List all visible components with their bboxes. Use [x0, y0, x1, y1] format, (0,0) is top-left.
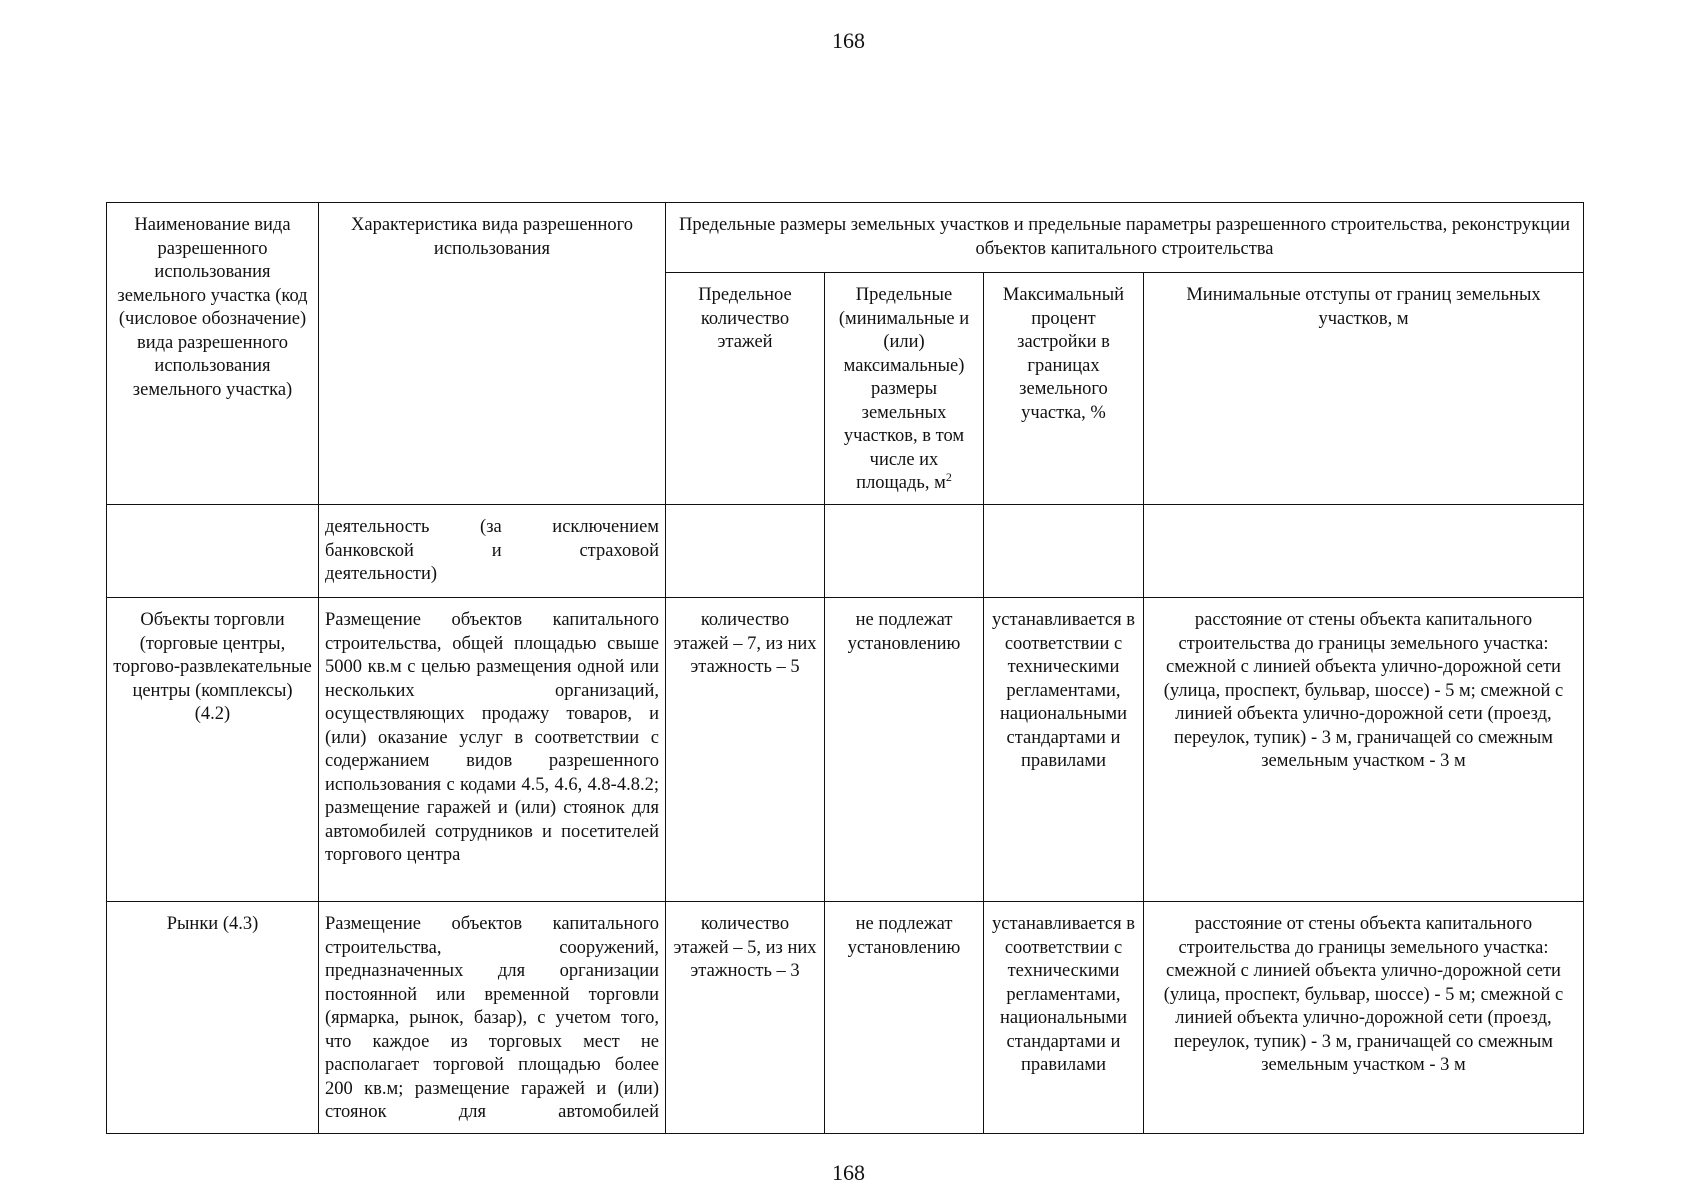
cell-use-name: Рынки (4.3): [107, 902, 319, 1134]
header-min-setbacks: Минимальные отступы от границ земельных участков, м: [1144, 273, 1584, 505]
cell-floors: количество этажей – 5, из них этажность – 3: [666, 902, 825, 1134]
cell-coverage: [984, 505, 1144, 598]
header-use-description: Характеристика вида разрешенного использования: [319, 203, 666, 505]
cell-use-description-justified: деятельность (за исключением банковской и страховой: [325, 517, 659, 561]
cell-use-name: Объекты торговли (торговые центры, торгово-развлекательные центры (комплексы) (4.2): [107, 598, 319, 902]
cell-floors: количество этажей – 7, из них этажность – 5: [666, 598, 825, 902]
cell-use-description-last: деятельности): [325, 564, 438, 584]
cell-plot-sizes: не подлежат установлению: [825, 598, 984, 902]
cell-use-description: Размещение объектов капитального строительства, общей площадью свыше 5000 кв.м с целью размещения одной или нескольких организаций, осуществляющих продажу товаров, и (или) оказание услуг в соответствии с содержанием видов разрешенного использования с кодами 4.5, 4.6, 4.8-4.8.2; размещение гаражей и (или) стоянок для автомобилей сотрудников и посетителей торгового центра: [319, 598, 666, 902]
table-row: [107, 505, 1584, 598]
cell-use-description: Размещение объектов капитального строительства, сооружений, предназначенных для организации постоянной или временной торговли (ярмарка, рынок, базар), с учетом того, что каждое из торговых мест не располагает торговой площадью более 200 кв.м; размещение гаражей и (или) стоянок для автомобилей: [319, 902, 666, 1134]
table-row: [107, 902, 1584, 1134]
cell-plot-sizes: [825, 505, 984, 598]
cell-setbacks: [1144, 505, 1584, 598]
land-use-regulations-table: [106, 202, 1584, 1134]
table-row: [107, 598, 1584, 902]
cell-use-description: [319, 505, 666, 598]
header-limits-group: Предельные размеры земельных участков и предельные параметры разрешенного строительства, реконструкции объектов капитального строительства: [666, 203, 1584, 273]
header-max-coverage: Максимальный процент застройки в границах земельного участка, %: [984, 273, 1144, 505]
cell-setbacks: расстояние от стены объекта капитального строительства до границы земельного участка: смежной с линией объекта улично-дорожной сети (улица, проспект, бульвар, шоссе) - 5 м; смежной с линией объекта улично-дорожной сети (проезд, переулок, тупик) - 3 м, граничащей со смежным земельным участком - 3 м: [1144, 902, 1584, 1134]
page-number-top: 168: [832, 28, 865, 53]
header-max-floors: Предельное количество этажей: [666, 273, 825, 505]
cell-use-name: [107, 505, 319, 598]
page-number-bottom: 168: [832, 1160, 865, 1185]
header-use-name: Наименование вида разрешенного использования земельного участка (код (числовое обозначение) вида разрешенного использования земельного участка): [107, 203, 319, 505]
cell-coverage: устанавливается в соответствии с техническими регламентами, национальными стандартами и правилами: [984, 902, 1144, 1134]
cell-coverage: устанавливается в соответствии с техническими регламентами, национальными стандартами и правилами: [984, 598, 1144, 902]
cell-setbacks: расстояние от стены объекта капитального строительства до границы земельного участка: смежной с линией объекта улично-дорожной сети (улица, проспект, бульвар, шоссе) - 5 м; смежной с линией объекта улично-дорожной сети (проезд, переулок, тупик) - 3 м, граничащей со смежным земельным участком - 3 м: [1144, 598, 1584, 902]
header-plot-sizes: [825, 273, 984, 505]
header-plot-sizes-sup: 2: [945, 469, 952, 484]
cell-plot-sizes: не подлежат установлению: [825, 902, 984, 1134]
cell-floors: [666, 505, 825, 598]
table-header-row: [107, 203, 1584, 273]
header-plot-sizes-text: Предельные (минимальные и (или) максимальные) размеры земельных участков, в том числе их площадь, м: [838, 285, 970, 493]
